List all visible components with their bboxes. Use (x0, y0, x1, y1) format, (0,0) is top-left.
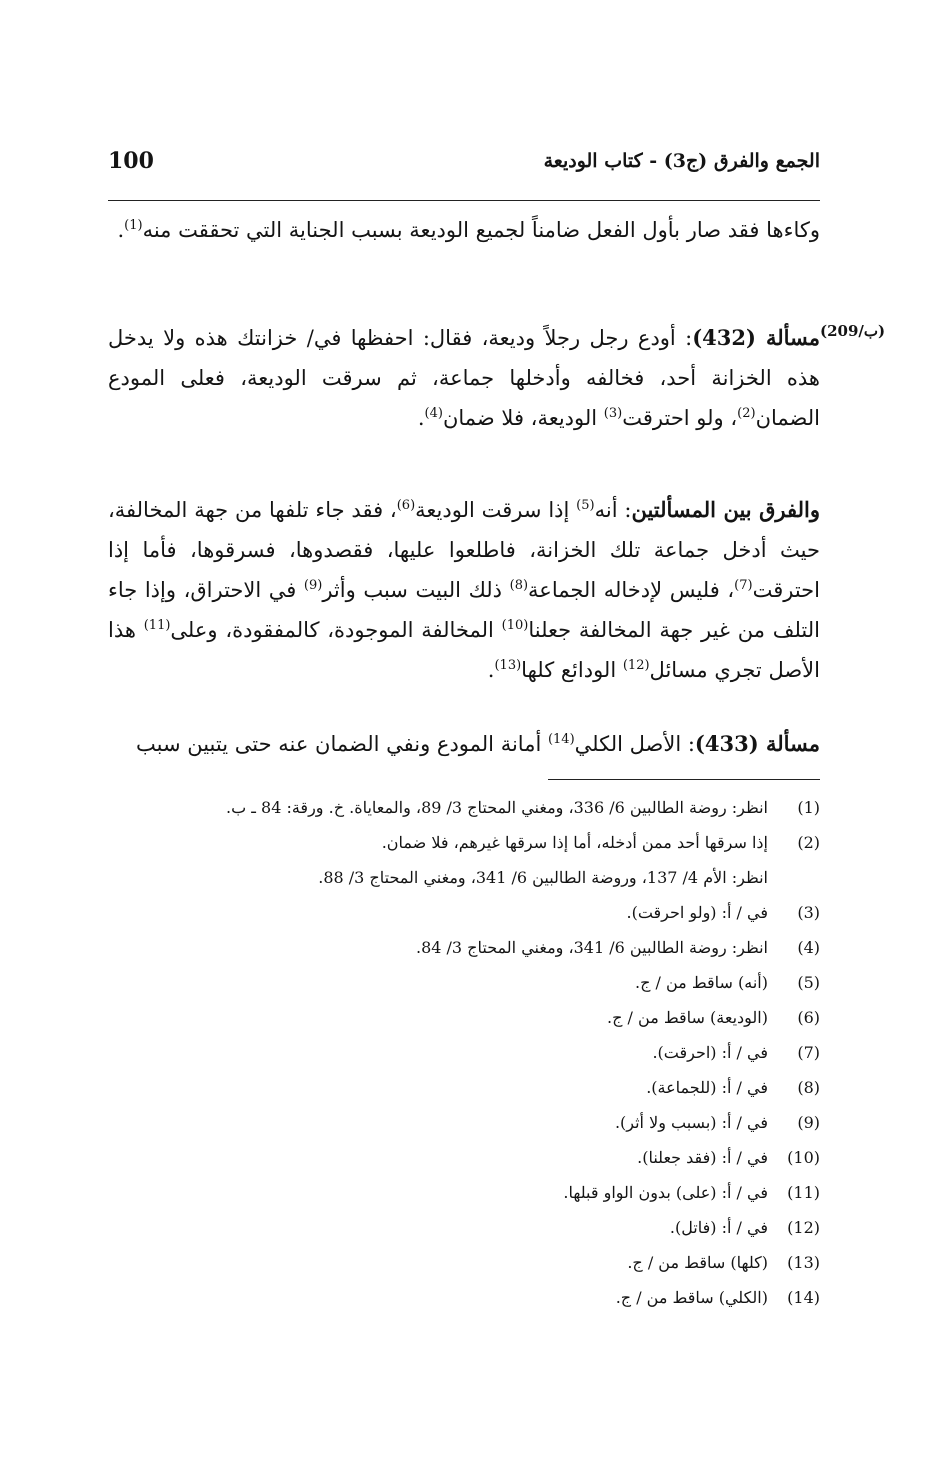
footnote-item (108, 965, 820, 1000)
footnote-number: (14) (787, 1288, 820, 1307)
paragraph-text: الودائع كلها (521, 658, 623, 682)
footnote-ref: (9) (303, 578, 323, 593)
footnote-number: (10) (787, 1148, 820, 1167)
paragraph-difference (108, 490, 820, 690)
footnote-number: (6) (797, 1008, 820, 1027)
footnote-text: (الوديعة) ساقط من / ج. (607, 1008, 768, 1027)
paragraph-text: ، فليس لإدخاله الجماعة (528, 578, 735, 602)
footnote-item (108, 1175, 820, 1210)
footnote-text: في / أ: (بسبب ولا أثر). (614, 1113, 768, 1132)
footnote-item (108, 1280, 820, 1315)
footnote-number: (9) (797, 1113, 820, 1132)
paragraph-text: المخالفة الموجودة، كالمفقودة، وعلى (170, 618, 502, 642)
footnote-number: (4) (797, 938, 820, 957)
paragraph-text: إذا سرقت الوديعة (415, 498, 577, 522)
paragraph-text: ، ولو احترقت (622, 406, 738, 430)
paragraph-text: . (117, 218, 125, 242)
issue-label: مسألة (433) (694, 731, 820, 756)
section-label: والفرق بين المسألتين (631, 497, 820, 522)
footnote-ref: (3) (603, 406, 623, 421)
footnote-text: انظر: روضة الطالبين 6/ 336، ومغني المحتاج 3/ 89، والمعاياة. خ. ورقة: 84 ـ ب. (226, 798, 768, 817)
footnote-number: (8) (797, 1078, 820, 1097)
footnote-ref: (10) (501, 618, 529, 633)
paragraph-text: : الأصل الكلي (574, 732, 695, 756)
footnote-divider (548, 779, 820, 780)
footnote-item (108, 930, 820, 965)
footnote-item (108, 825, 820, 860)
manuscript-folio-marker: (209/ب) (820, 322, 886, 340)
paragraph-text: . (487, 658, 495, 682)
paragraph-text: الوديعة، فلا ضمان (442, 406, 604, 430)
footnote-text: في / أ: (ولو احرقت). (626, 903, 768, 922)
footnote-number: (12) (787, 1218, 820, 1237)
paragraph-issue-433 (108, 724, 820, 764)
footnote-ref: (11) (143, 618, 171, 633)
page-header (108, 148, 820, 184)
paragraph-issue-432 (108, 318, 820, 438)
footnote-number: (13) (787, 1253, 820, 1272)
footnote-ref: (13) (494, 658, 522, 673)
footnote-number: (7) (797, 1043, 820, 1062)
footnote-item (108, 1245, 820, 1280)
footnote-number: (2) (797, 833, 820, 852)
footnote-number: (11) (787, 1183, 820, 1202)
paragraph-text: وكاءها فقد صار بأول الفعل ضامناً لجميع الوديعة بسبب الجناية التي تحققت منه (142, 218, 820, 242)
footnote-text: في / أ: (على) بدون الواو قبلها. (563, 1183, 768, 1202)
issue-label: مسألة (432) (692, 325, 820, 350)
footnote-ref: (2) (737, 406, 756, 421)
footnote-ref: (12) (622, 658, 650, 673)
footnote-number: (5) (797, 973, 820, 992)
footnote-ref: (1) (124, 218, 143, 233)
footnote-item (108, 1210, 820, 1245)
footnote-text: (الكلي) ساقط من / ج. (615, 1288, 768, 1307)
paragraph-text: أمانة المودع ونفي الضمان عنه حتى يتبين سبب (136, 732, 548, 756)
footnote-item (108, 895, 820, 930)
footnote-number: (1) (797, 798, 820, 817)
footnote-text: في / أ: (للجماعة). (646, 1078, 768, 1097)
footnote-item (108, 1000, 820, 1035)
footnote-continuation: انظر: الأم 4/ 137، وروضة الطالبين 6/ 341، ومغني المحتاج 3/ 88. (318, 868, 768, 887)
paragraph-text: في الاحتراق، وإذا جاء التلف من غير جهة المخالفة جعلنا (108, 578, 820, 642)
footnote-text: في / أ: (فقد جعلنا). (637, 1148, 768, 1167)
page-number: 100 (108, 148, 154, 174)
footnote-text: في / أ: (احرقت). (652, 1043, 768, 1062)
paragraph-text: هذا الأصل تجري مسائل (108, 618, 820, 682)
header-divider (108, 200, 820, 201)
footnote-number: (3) (797, 903, 820, 922)
paragraph-continuation (108, 210, 820, 250)
footnote-text: في / أ: (فاتل). (669, 1218, 768, 1237)
footnote-text: إذا سرقها أحد ممن أدخله، أما إذا سرقها غيرهم، فلا ضمان. (381, 833, 768, 852)
footnote-ref: (6) (396, 498, 416, 513)
footnote-text: (أنه) ساقط من / ج. (635, 973, 768, 992)
footnote-item (108, 790, 820, 825)
running-title: الجمع والفرق (ج3) - كتاب الوديعة (543, 150, 820, 172)
footnote-item (108, 1035, 820, 1070)
footnotes (108, 790, 820, 1315)
footnote-ref: (8) (509, 578, 529, 593)
paragraph-text: . (417, 406, 425, 430)
footnote-item (108, 1070, 820, 1105)
paragraph-text: ، فقد جاء تلفها من جهة المخالفة، حيث أدخل جماعة تلك الخزانة، فاطلعوا عليها، فقصدوها، فسرقوها، فأما إذا احترقت (108, 498, 820, 602)
paragraph-text: : أودع رجل رجلاً وديعة، فقال: احفظها في/ خزانتك هذه ولا يدخل هذه الخزانة أحد، فخالفه وأدخلها جماعة، ثم سرقت الوديعة، فعلى المودع الضمان (108, 326, 820, 430)
footnote-text: (كلها) ساقط من / ج. (627, 1253, 768, 1272)
paragraph-text: : أنه (594, 498, 632, 522)
footnote-ref: (4) (424, 406, 443, 421)
footnote-item (108, 1105, 820, 1140)
footnote-item (108, 1140, 820, 1175)
footnote-text: انظر: روضة الطالبين 6/ 341، ومغني المحتاج 3/ 84. (415, 938, 768, 957)
footnote-ref: (14) (547, 732, 575, 747)
footnote-ref: (5) (576, 498, 595, 513)
paragraph-text: ذلك البيت سبب وأثر (322, 578, 510, 602)
footnote-ref: (7) (734, 578, 753, 593)
